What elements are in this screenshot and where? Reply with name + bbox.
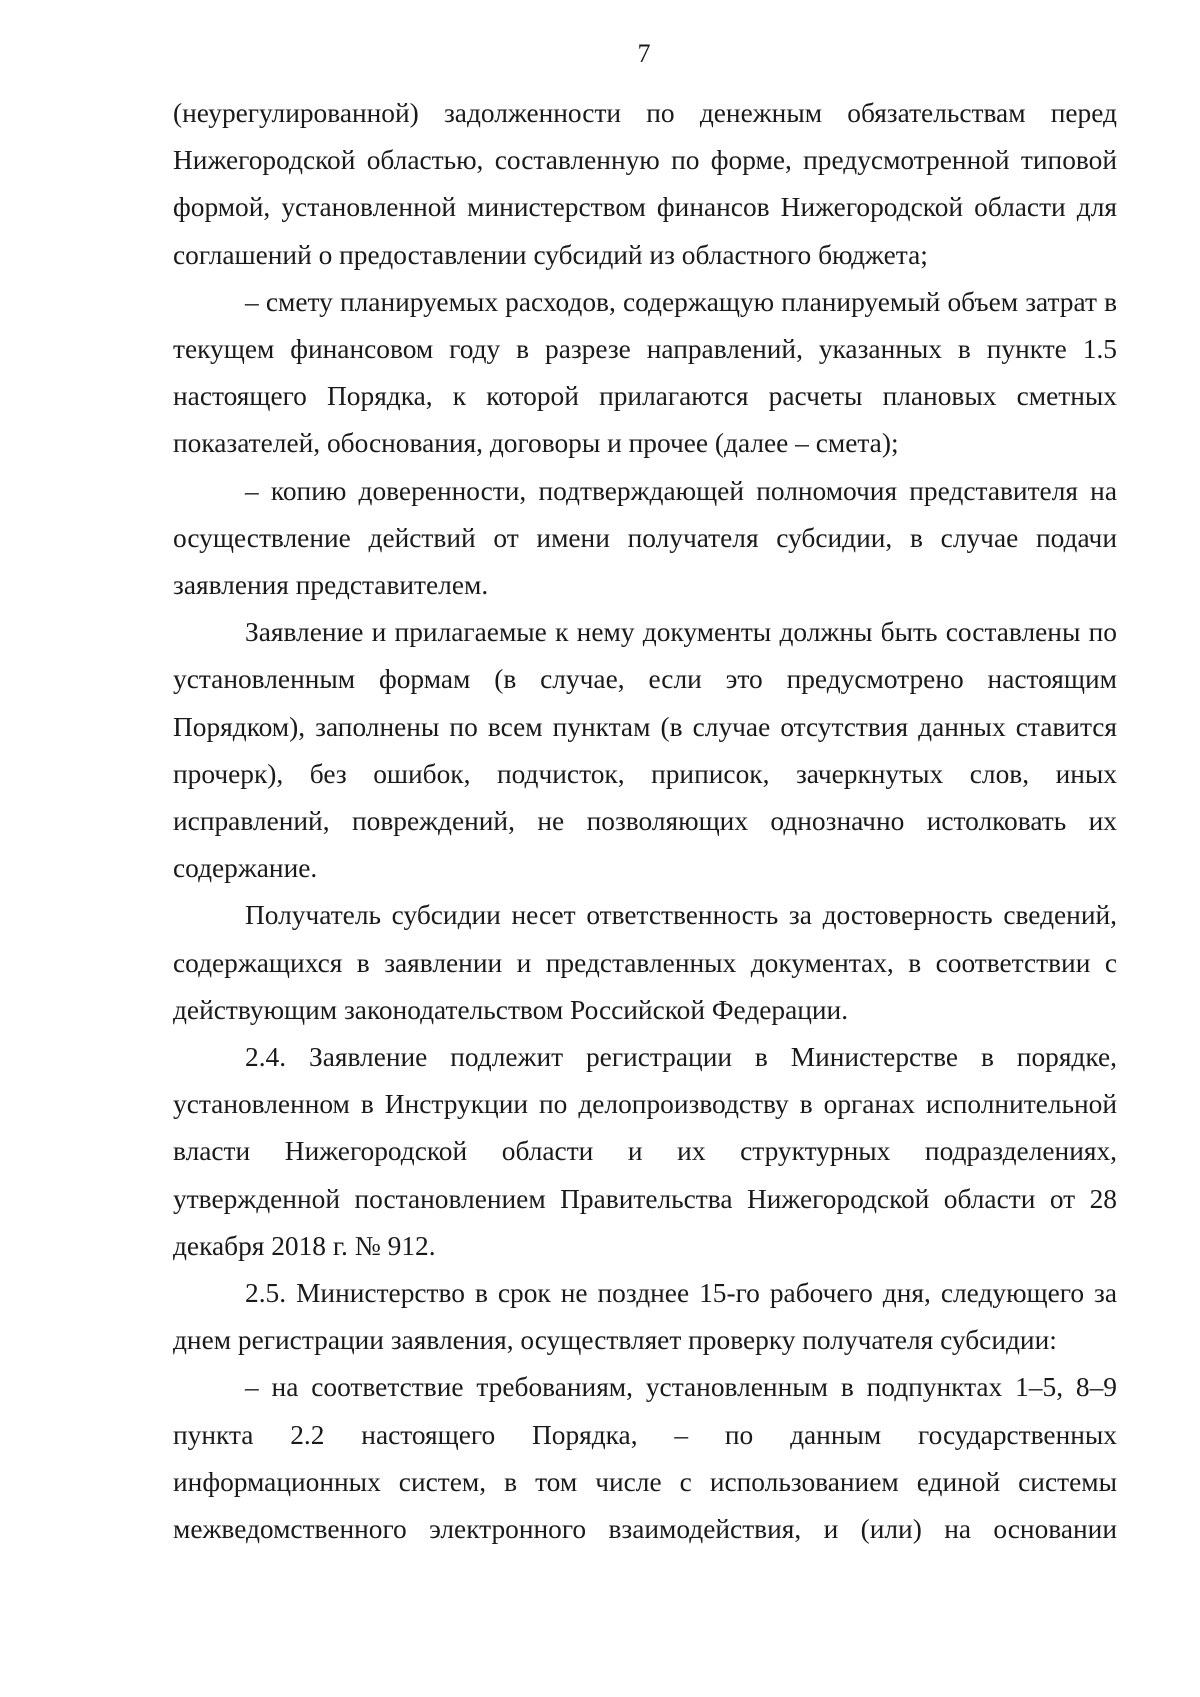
paragraph-cost-estimate: – смету планируемых расходов, содержащую планируемый объем затрат в текущем финансовом году в разрезе направлений, указанных в пункте 1.5 настоящего Порядка, к которой прилагаются расчеты плановых сметных показателей, обоснования, договоры и прочее (далее – смета);: [173, 286, 1117, 459]
paragraph-document-requirements: Заявление и прилагаемые к нему документы должны быть составлены по установленным формам (в случае, если это предусмотрено настоящим Порядком), заполнены по всем пунктам (в случае отсутствия данных ставится прочерк), без ошибок, подчисток, приписок, зачеркнутых слов, иных исправлений, повреждений, не позволяющих однозначно истолковать их содержание.: [173, 617, 1117, 884]
paragraph-recipient-responsibility: Получатель субсидии несет ответственность за достоверность сведений, содержащихся в заявлении и представленных документах, в соответствии с действующим законодательством Российской Федерации.: [173, 900, 1117, 1025]
paragraph-power-of-attorney: – копию доверенности, подтверждающей полномочия представителя на осуществление действий от имени получателя субсидии, в случае подачи заявления представителем.: [173, 475, 1117, 601]
page-number: 7: [637, 39, 651, 68]
document-body: [173, 90, 1117, 1553]
paragraph-compliance-check: – на соответствие требованиям, установленным в подпунктах 1–5, 8–9 пункта 2.2 настоящего Порядка, – по данным государственных информационных систем, в том числе с использованием единой системы межведомственного электронного взаимодействия, и (или) на основании: [173, 1372, 1117, 1545]
paragraph-debt-certificate-continuation: (неурегулированной) задолженности по денежным обязательствам перед Нижегородской областью, составленную по форме, предусмотренной типовой формой, установленной министерством финансов Нижегородской области для соглашений о предоставлении субсидий из областного бюджета;: [173, 98, 1117, 270]
paragraph-section-2-5: 2.5. Министерство в срок не позднее 15-го рабочего дня, следующего за днем регистрации заявления, осуществляет проверку получателя субсидии:: [173, 1278, 1117, 1356]
paragraph-section-2-4: 2.4. Заявление подлежит регистрации в Министерстве в порядке, установленном в Инструкции по делопроизводству в органах исполнительной власти Нижегородской области и их структурных подразделениях, утвержденной постановлением Правительства Нижегородской области от 28 декабря 2018 г. № 912.: [173, 1042, 1117, 1261]
